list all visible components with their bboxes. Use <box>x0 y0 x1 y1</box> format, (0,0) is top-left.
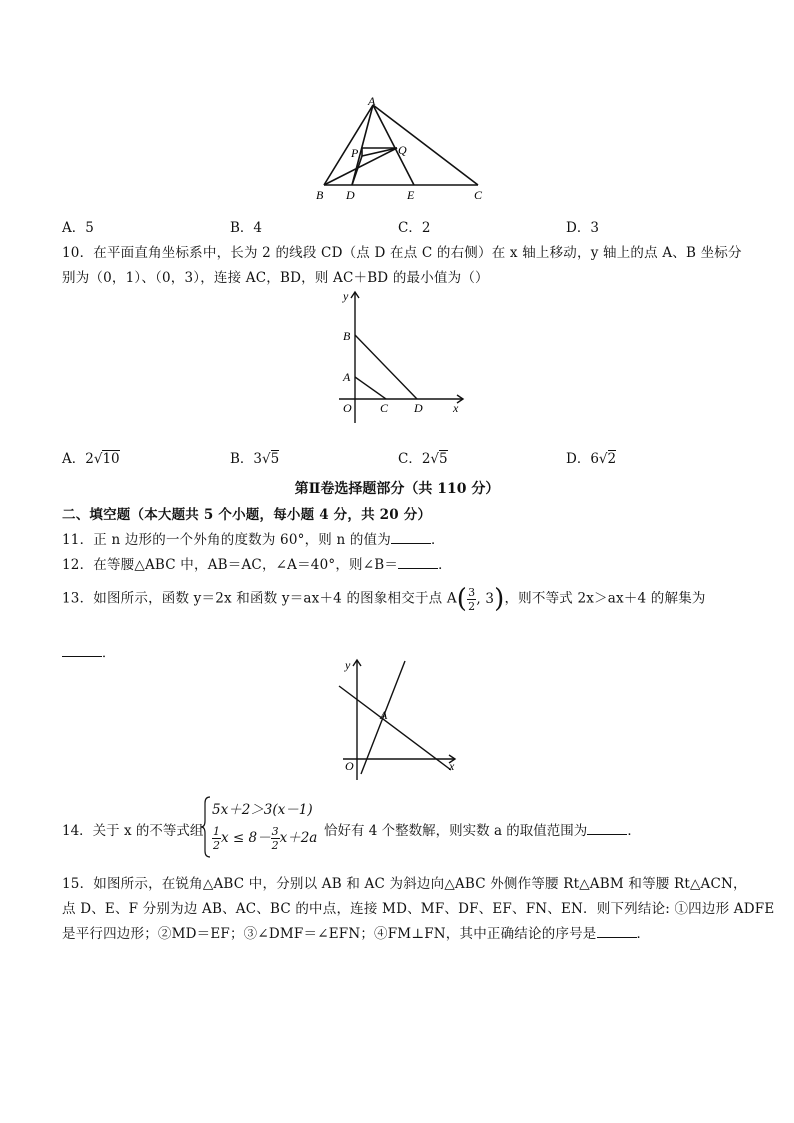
part2-title: 第Ⅱ卷选择题部分（共 110 分） <box>294 481 500 497</box>
axis-x-label: x <box>453 401 459 415</box>
option-prefix: A．2 <box>62 451 94 467</box>
option-prefix: D．6 <box>566 451 599 467</box>
numerator: 3 <box>468 585 476 599</box>
denominator: 2 <box>213 839 220 852</box>
label-d: D <box>414 401 423 415</box>
q10-option-d <box>566 447 616 467</box>
radicand: 5 <box>270 451 280 467</box>
brace-icon <box>201 795 211 859</box>
axis-x-label: x <box>449 759 455 773</box>
q9-option-a: A．5 <box>62 220 94 236</box>
label-a: A <box>368 95 376 108</box>
numerator: 1 <box>213 825 220 838</box>
label-p: P <box>351 146 359 160</box>
label-c: C <box>380 401 389 415</box>
axis-y-label: y <box>343 289 349 303</box>
q15-line3-text: 是平行四边形；②MD＝EF；③∠DMF＝∠EFN；④FM⊥FN，其中正确结论的序号是 <box>62 926 597 942</box>
answer-blank <box>398 556 438 569</box>
coord-tail: , 3 <box>476 591 495 607</box>
q14-text2-label: 恰好有 4 个整数解，则实数 a 的取值范围为 <box>324 823 588 839</box>
q11: 11．正 n 边形的一个外角的度数为 60°，则 n 的值为 ． <box>62 532 445 548</box>
sqrt-sign: √ <box>430 451 440 467</box>
q9-option-c: C．2 <box>398 220 431 236</box>
radicand: 5 <box>439 451 448 467</box>
q10-coordinate-figure <box>335 288 470 423</box>
ineq2-tail: x＋2a <box>279 830 318 846</box>
ineq2-mid: x ≤ 8－ <box>221 830 271 846</box>
q12: 12．在等腰△ABC 中，AB＝AC，∠A＝40°，则∠B＝ ． <box>62 557 452 573</box>
q13-text1: 13．如图所示，函数 y＝2x 和函数 y＝ax＋4 的图象相交于点 A <box>62 590 457 607</box>
q13-answer-line: ． <box>62 642 115 661</box>
radicand: 2 <box>607 451 617 467</box>
q14-ineq1: 5x＋2＞3(x－1) <box>212 802 313 818</box>
sqrt-sign: √ <box>262 451 271 467</box>
answer-blank <box>62 644 102 657</box>
label-a: A <box>343 370 351 384</box>
label-a: A <box>380 708 388 722</box>
label-e: E <box>407 188 415 202</box>
label-q: Q <box>398 143 407 157</box>
q15-line2: 点 D、E、F 分别为边 AB、AC、BC 的中点，连接 MD、MF、DF、EF、FN、EN．则下列结论: ①四边形 ADFE <box>62 901 775 917</box>
radicand: 10 <box>102 451 120 467</box>
section2-title: 二、填空题（本大题共 5 个小题，每小题 4 分，共 20 分） <box>62 507 432 523</box>
denominator: 2 <box>468 599 476 613</box>
answer-blank <box>587 822 627 835</box>
label-c: C <box>474 188 483 202</box>
q10-option-b <box>230 447 279 467</box>
q13-graph-figure <box>335 656 465 781</box>
fraction <box>271 825 280 852</box>
q9-option-b: B．4 <box>230 220 263 236</box>
option-prefix: B．3 <box>230 451 263 467</box>
denominator: 2 <box>271 839 279 852</box>
numerator: 3 <box>271 825 279 838</box>
label-o: O <box>345 759 354 773</box>
sqrt-sign: √ <box>93 451 103 467</box>
answer-blank <box>597 925 637 938</box>
option-prefix: C．2 <box>398 451 431 467</box>
answer-blank <box>391 531 431 544</box>
fraction <box>467 586 476 613</box>
fraction <box>212 825 221 852</box>
paren-right: ) <box>494 584 505 614</box>
q9-triangle-figure <box>310 95 500 205</box>
label-o: O <box>343 401 352 415</box>
q15-line3: 是平行四边形；②MD＝EF；③∠DMF＝∠EFN；④FM⊥FN，其中正确结论的序号是 ． <box>62 926 651 942</box>
q10-option-c <box>398 447 448 467</box>
q15-line1: 15．如图所示，在锐角△ABC 中，分别以 AB 和 AC 为斜边向△ABC 外侧作等腰 Rt△ABM 和等腰 Rt△ACN， <box>62 876 747 892</box>
label-b: B <box>316 188 324 202</box>
q11-text: 11．正 n 边形的一个外角的度数为 60°，则 n 的值为 <box>62 532 391 548</box>
paren-left: ( <box>456 584 468 614</box>
q14-ineq2 <box>212 825 317 852</box>
q13 <box>62 584 706 614</box>
label-d: D <box>346 188 355 202</box>
axis-y-label: y <box>345 658 351 672</box>
q10-option-a <box>62 447 120 467</box>
q10-line1: 10．在平面直角坐标系中，长为 2 的线段 CD（点 D 在点 C 的右侧）在 x 轴上移动，y 轴上的点 A、B 坐标分 <box>62 245 742 261</box>
sqrt-sign: √ <box>598 451 608 467</box>
q14-text1: 14．关于 x 的不等式组 <box>62 823 204 839</box>
q10-line2: 别为（0，1）、（0，3），连接 AC，BD，则 AC＋BD 的最小值为（） <box>62 270 489 286</box>
q14-text2: 恰好有 4 个整数解，则实数 a 的取值范围为 ． <box>324 823 641 839</box>
q9-option-d: D．3 <box>566 220 599 236</box>
q12-text: 12．在等腰△ABC 中，AB＝AC，∠A＝40°，则∠B＝ <box>62 557 399 573</box>
label-b: B <box>343 329 351 343</box>
q13-text2: ，则不等式 2x＞ax＋4 的解集为 <box>504 590 706 607</box>
